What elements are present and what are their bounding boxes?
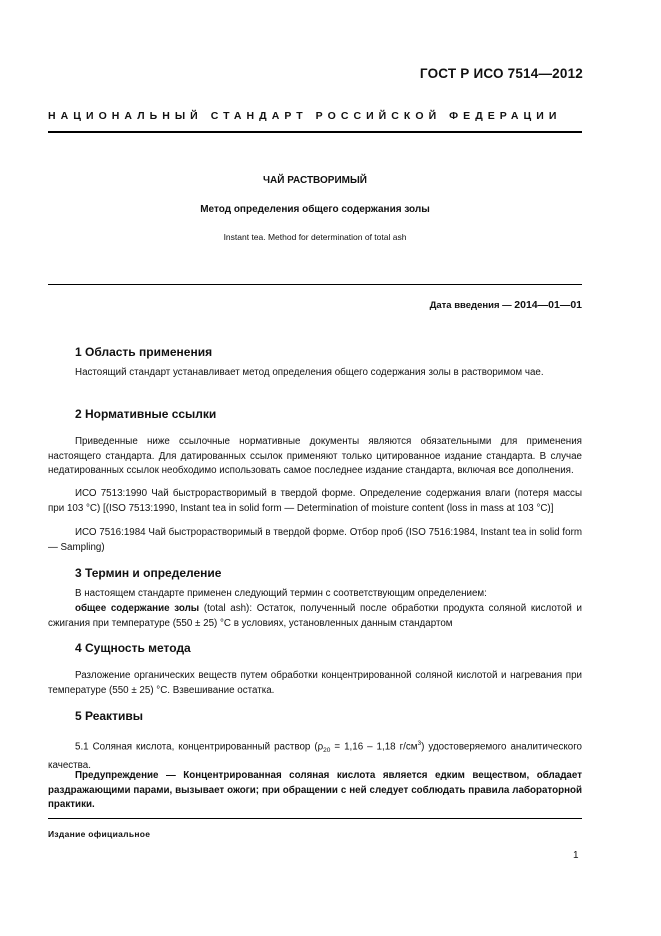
- unit-superscript: 3: [417, 740, 422, 747]
- section-1-p1: Настоящий стандарт устанавливает метод определения общего содержания золы в растворимом чае.: [75, 367, 544, 378]
- warning-body: Предупреждение — Концентрированная соляная кислота является едким веществом, обладает раздражающими парами, вызывает ожоги; при обращении с ней следует соблюдать правила лабораторной практики.: [48, 770, 582, 811]
- section-3-heading: 3 Термин и определение: [75, 566, 222, 580]
- intro-value: 2014—01—01: [514, 299, 582, 311]
- term-definition: (total ash): Остаток, полученный после обработки продукта соляной кислотой и сжигания при температуре (550 ± 25) °С в условиях, установленных данным стандартом: [48, 603, 582, 629]
- top-divider: [48, 131, 582, 133]
- section-2-p1-text: Приведенные ниже ссылочные нормативные документы являются обязательными для применения настоящего стандарта. Для датированных ссылок применяют только цитированное издание стандарта. В случае недатированных ссылок необходимо использовать самое последнее издание стандарта, включая все дополнения.: [48, 436, 582, 477]
- section-4-heading: 4 Сущность метода: [75, 641, 191, 655]
- section-2-p3-text: ИСО 7516:1984 Чай быстрорастворимый в твердой форме. Отбор проб (ISO 7516:1984, Instant tea in solid form — Sampling): [48, 527, 582, 553]
- section-5-p1-post: ) удостоверяемого аналитического качества.: [48, 741, 582, 771]
- section-5-p1-pre: 5.1 Соляная кислота, концентрированный раствор (ρ: [75, 741, 324, 753]
- section-5-p1-mid: = 1,16 – 1,18 г/см: [330, 741, 418, 753]
- page-number: 1: [573, 850, 579, 861]
- section-2-p2-text: ИСО 7513:1990 Чай быстрорастворимый в твердой форме. Определение содержания влаги (потеря массы при 103 °С) [(ISO 7513:1990, Instant tea in solid form — Determination of moisture content (loss in mass at 103 °C)]: [48, 488, 582, 514]
- section-5-p1: [48, 737, 582, 773]
- rho-subscript: 20: [323, 747, 331, 755]
- term: общее содержание золы: [75, 603, 200, 614]
- section-4-p1: [48, 669, 582, 698]
- official-edition-note: Издание официальное: [48, 829, 151, 839]
- section-3-p1: [48, 587, 582, 602]
- footer-divider: [48, 818, 582, 819]
- document-subtitle: Метод определения общего содержания золы: [200, 204, 430, 215]
- warning-text: [48, 769, 582, 813]
- section-1-text: [48, 366, 582, 381]
- section-5-heading: 5 Реактивы: [75, 709, 143, 723]
- section-4-p1-text: Разложение органических веществ путем обработки концентрированной соляной кислотой и нагревания при температуре (550 ± 25) °С. Взвешивание остатка.: [48, 670, 582, 696]
- standard-code: ГОСТ Р ИСО 7514—2012: [419, 66, 583, 81]
- section-1-heading: 1 Область применения: [75, 345, 213, 359]
- section-2-p3: [48, 526, 582, 555]
- section-2-heading: 2 Нормативные ссылки: [75, 407, 217, 421]
- section-3-p1-text: В настоящем стандарте применен следующий термин с соответствующим определением:: [75, 588, 487, 599]
- section-2-p1: [48, 435, 582, 479]
- section-3-definition: [48, 602, 582, 631]
- document-title: ЧАЙ РАСТВОРИМЫЙ: [263, 175, 367, 186]
- english-title: Instant tea. Method for determination of total ash: [223, 232, 407, 242]
- intro-label: Дата введения —: [429, 300, 515, 311]
- national-standard-banner: НАЦИОНАЛЬНЫЙ СТАНДАРТ РОССИЙСКОЙ ФЕДЕРАЦИИ: [48, 110, 562, 122]
- introduction-date: [430, 299, 582, 311]
- title-divider: [48, 284, 582, 285]
- section-2-p2: [48, 487, 582, 516]
